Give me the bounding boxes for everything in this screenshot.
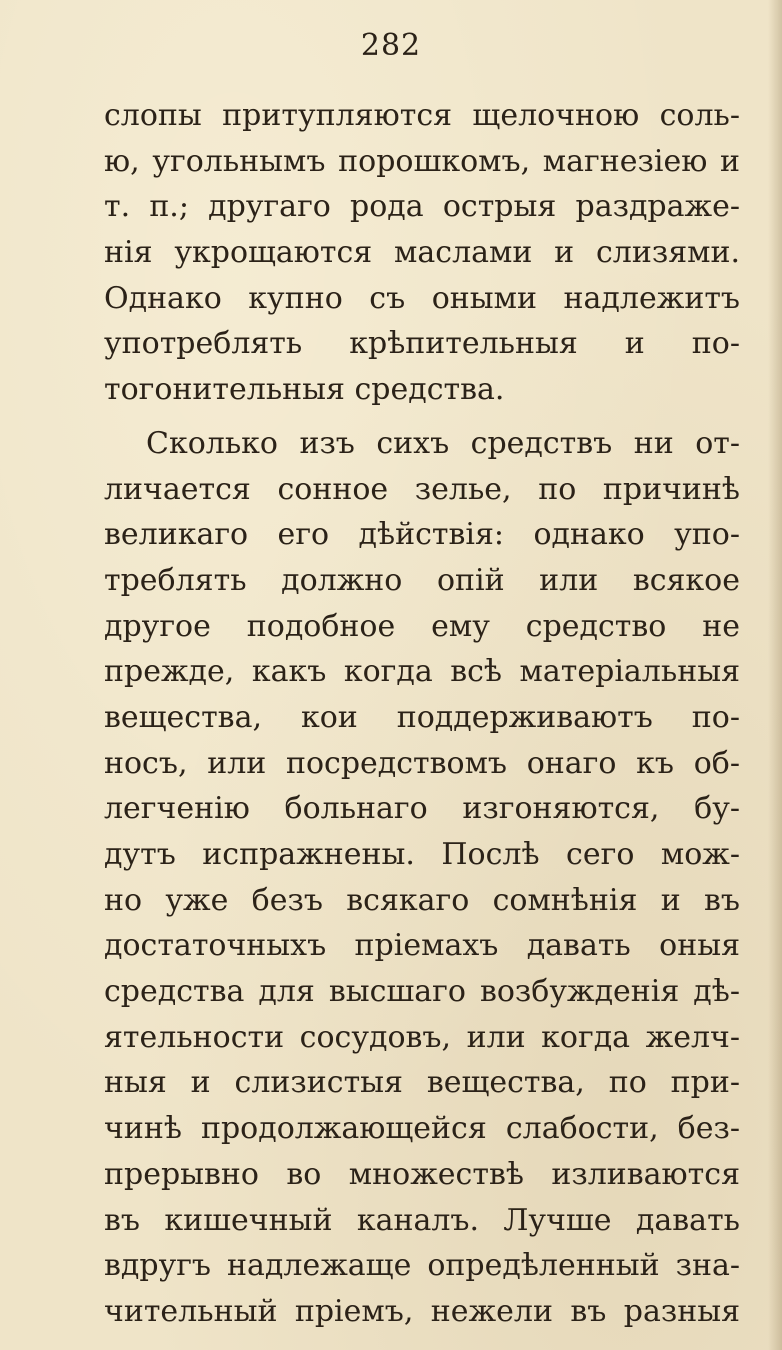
- text-line: средства для высшаго возбужденія дѣ-: [104, 974, 740, 1010]
- text-line: нія укрощаются маслами и слизями.: [104, 235, 740, 271]
- text-line: ятельности сосудовъ, или когда желч-: [104, 1019, 740, 1055]
- text-line: чинѣ продолжающейся слабости, без-: [104, 1111, 740, 1147]
- paragraph-gap: [104, 413, 740, 421]
- text-line: слопы притупляются щелочною соль-: [104, 98, 740, 133]
- text-line: вещества, кои поддерживаютъ по-: [104, 699, 740, 735]
- text-line: прежде, какъ когда всѣ матеріальныя: [104, 654, 740, 690]
- body-text: [104, 93, 740, 1335]
- text-line: но уже безъ всякаго сомнѣнія и въ: [104, 882, 740, 918]
- text-line: другое подобное ему средство не: [104, 608, 740, 644]
- text-line: великаго его дѣйствія: однако упо-: [104, 517, 740, 553]
- paragraph-1: [104, 93, 740, 413]
- text-line: ныя и слизистыя вещества, по при-: [104, 1065, 740, 1101]
- text-line: достаточныхъ пріемахъ давать оныя: [104, 928, 740, 964]
- page-edge-shadow: [768, 0, 782, 1350]
- page-number: 282: [360, 28, 422, 63]
- text-line: вдругъ надлежаще опредѣленный зна-: [104, 1248, 740, 1284]
- text-line: личается сонное зелье, по причинѣ: [104, 471, 740, 507]
- paragraph-2: [104, 421, 740, 1335]
- text-line: тогонительныя средства.: [104, 372, 505, 408]
- text-line: прерывно во множествѣ изливаются: [104, 1156, 740, 1192]
- text-line: носъ, или посредствомъ онаго къ об-: [104, 745, 740, 781]
- text-line: дутъ испражнены. Послѣ сего мож-: [104, 837, 740, 872]
- text-line: Сколько изъ сихъ средствъ ни от-: [146, 425, 740, 461]
- text-line: въ кишечный каналъ. Лучше давать: [104, 1202, 740, 1238]
- text-line: употреблять крѣпительныя и по-: [104, 326, 740, 362]
- text-line: т. п.; другаго рода острыя раздраже-: [104, 189, 740, 225]
- text-line: ю, угольнымъ порошкомъ, магнезіею и: [104, 143, 740, 179]
- text-line: треблять должно опій или всякое: [104, 562, 740, 598]
- text-line: Однако купно съ оными надлежитъ: [104, 280, 740, 316]
- text-line: чительный пріемъ, нежели въ разныя: [104, 1293, 740, 1329]
- text-line: легченію больнаго изгоняются, бу-: [104, 791, 740, 827]
